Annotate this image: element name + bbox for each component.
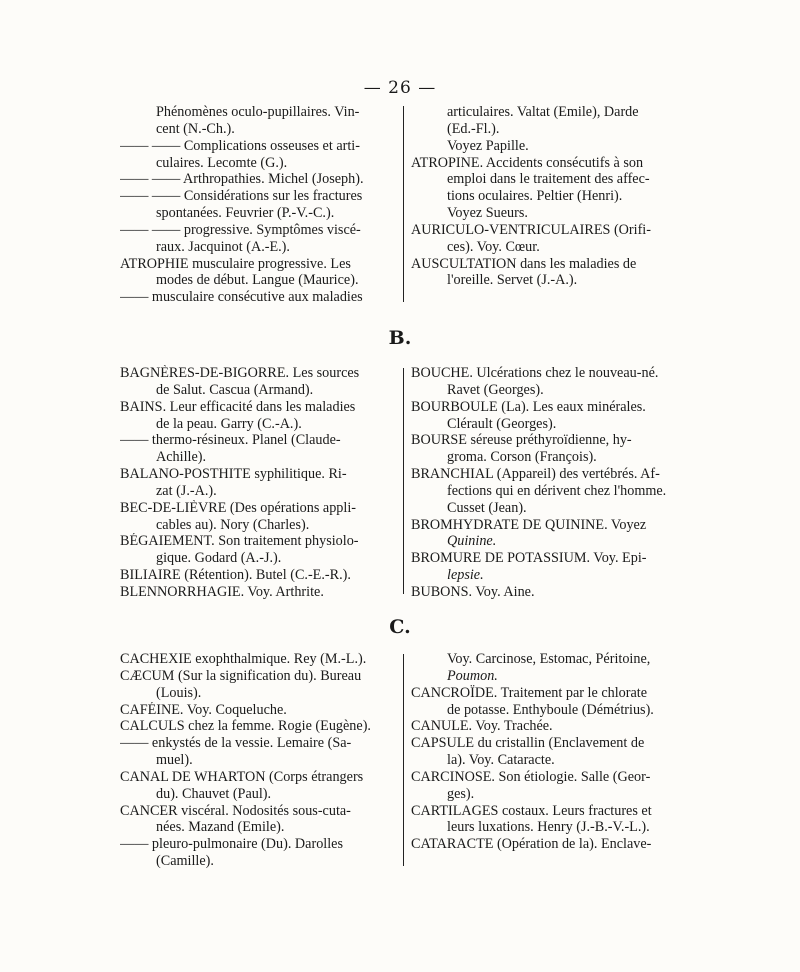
index-line: BAINS. Leur efficacité dans les maladies	[120, 398, 356, 415]
index-line: —— —— progressive. Symptômes viscé-	[120, 221, 361, 238]
index-line: cent (N.-Ch.).	[156, 120, 235, 137]
column-rule	[403, 654, 404, 866]
index-line: CÆCUM (Sur la signification du). Bureau	[120, 667, 362, 684]
index-line: CACHEXIE exophthalmique. Rey (M.-L.).	[120, 651, 367, 667]
section-letter-c: C.	[389, 616, 411, 638]
index-line: —— pleuro-pulmonaire (Du). Darolles	[120, 836, 343, 853]
index-line: Ravet (Georges).	[447, 381, 544, 398]
index-line: —— —— Arthropathies. Michel (Joseph).	[120, 171, 364, 188]
index-line: BOUCHE. Ulcérations chez le nouveau-né.	[411, 365, 659, 381]
index-line: Phénomènes oculo-pupillaires. Vin-	[156, 104, 360, 120]
index-line: raux. Jacquinot (A.-E.).	[156, 238, 290, 255]
column-rule	[403, 368, 404, 594]
index-line: —— musculaire consécutive aux maladies	[120, 289, 363, 306]
index-line: fections qui en dérivent chez l'homme.	[447, 482, 667, 499]
section-a-left-column	[120, 104, 396, 306]
index-line: BILIAIRE (Rétention). Butel (C.-E.-R.).	[120, 567, 351, 584]
index-line: AURICULO-VENTRICULAIRES (Orifi-	[411, 221, 651, 238]
index-line: ATROPINE. Accidents consécutifs à son	[411, 154, 644, 171]
index-line: l'oreille. Servet (J.-A.).	[447, 272, 578, 289]
index-line: —— thermo-résineux. Planel (Claude-	[120, 432, 341, 449]
section-letter-b: B.	[388, 327, 412, 349]
index-line: la). Voy. Cataracte.	[447, 752, 555, 769]
index-line: CAPSULE du cristallin (Enclavement de	[411, 735, 645, 752]
index-line: CATARACTE (Opération de la). Enclave-	[411, 836, 652, 853]
index-line: BÉGAIEMENT. Son traitement physiolo-	[120, 533, 359, 550]
section-c-right-column	[411, 651, 687, 853]
index-line: —— —— Complications osseuses et arti-	[120, 137, 360, 154]
index-line: modes de début. Langue (Maurice).	[156, 272, 359, 289]
index-line: du). Chauvet (Paul).	[156, 785, 272, 802]
index-line: BEC-DE-LIÈVRE (Des opérations appli-	[120, 499, 357, 516]
index-line: Voyez Papille.	[447, 137, 529, 154]
index-line: gique. Godard (A.-J.).	[156, 550, 282, 567]
index-line: Clérault (Georges).	[447, 415, 557, 432]
section-b-left-column	[120, 365, 396, 601]
column-rule	[403, 106, 404, 302]
index-line: Quinine.	[447, 533, 497, 550]
index-line: CAFÉINE. Voy. Coqueluche.	[120, 701, 287, 718]
index-line: de Salut. Cascua (Armand).	[156, 381, 314, 398]
index-line: ces). Voy. Cœur.	[447, 238, 540, 255]
index-line: Voyez Sueurs.	[447, 205, 528, 222]
index-line: CANCROÏDE. Traitement par le chlorate	[411, 684, 648, 701]
index-line: Poumon.	[447, 667, 498, 684]
index-line: BROMURE DE POTASSIUM. Voy. Epi-	[411, 550, 647, 567]
index-line: ATROPHIE musculaire progressive. Les	[120, 255, 351, 272]
index-line: BRANCHIAL (Appareil) des vertébrés. Af-	[411, 466, 660, 483]
index-line: —— —— Considérations sur les fractures	[120, 188, 363, 205]
index-line: muel).	[156, 752, 193, 769]
index-line: BAGNÈRES-DE-BIGORRE. Les sources	[120, 365, 360, 381]
index-line: CANULE. Voy. Trachée.	[411, 718, 553, 735]
index-line: spontanées. Feuvrier (P.-V.-C.).	[156, 205, 335, 222]
index-line: Achille).	[156, 449, 207, 466]
index-line: —— enkystés de la vessie. Lemaire (Sa-	[120, 735, 352, 752]
index-line: groma. Corson (François).	[447, 449, 597, 466]
index-line: BOURSE séreuse préthyroïdienne, hy-	[411, 432, 632, 449]
section-a-right-column	[411, 104, 687, 289]
index-line: (Ed.-Fl.).	[447, 120, 500, 137]
index-line: CALCULS chez la femme. Rogie (Eugène).	[120, 718, 371, 735]
index-line: leurs luxations. Henry (J.-B.-V.-L.).	[447, 819, 650, 836]
section-c-left-column	[120, 651, 396, 870]
index-line: AUSCULTATION dans les maladies de	[411, 255, 637, 272]
index-line: (Louis).	[156, 684, 202, 701]
index-line: CARCINOSE. Son étiologie. Salle (Geor-	[411, 768, 651, 785]
index-line: articulaires. Valtat (Emile), Darde	[447, 104, 639, 120]
index-line: BLENNORRHAGIE. Voy. Arthrite.	[120, 583, 324, 600]
section-b-right-column	[411, 365, 687, 601]
index-line: BALANO-POSTHITE syphilitique. Ri-	[120, 466, 347, 483]
index-line: (Camille).	[156, 853, 214, 870]
index-line: CANCER viscéral. Nodosités sous-cuta-	[120, 802, 351, 819]
index-line: zat (J.-A.).	[156, 482, 217, 499]
index-line: CANAL DE WHARTON (Corps étrangers	[120, 768, 364, 785]
index-line: cables au). Nory (Charles).	[156, 516, 310, 533]
index-line: emploi dans le traitement des affec-	[447, 171, 650, 188]
index-line: de la peau. Garry (C.-A.).	[156, 415, 302, 432]
index-line: BUBONS. Voy. Aine.	[411, 583, 535, 600]
index-line: BROMHYDRATE DE QUININE. Voyez	[411, 516, 647, 533]
index-line: Cusset (Jean).	[447, 499, 527, 516]
index-line: tions oculaires. Peltier (Henri).	[447, 188, 623, 205]
page-number: — 26 —	[363, 78, 437, 98]
index-line: culaires. Lecomte (G.).	[156, 154, 288, 171]
index-line: CARTILAGES costaux. Leurs fractures et	[411, 802, 652, 819]
index-line: nées. Mazand (Emile).	[156, 819, 285, 836]
index-line: Voy. Carcinose, Estomac, Péritoine,	[447, 651, 651, 667]
index-line: de potasse. Enthyboule (Démétrius).	[447, 701, 654, 718]
index-line: ges).	[447, 785, 475, 802]
index-line: lepsie.	[447, 567, 484, 584]
index-line: BOURBOULE (La). Les eaux minérales.	[411, 398, 646, 415]
